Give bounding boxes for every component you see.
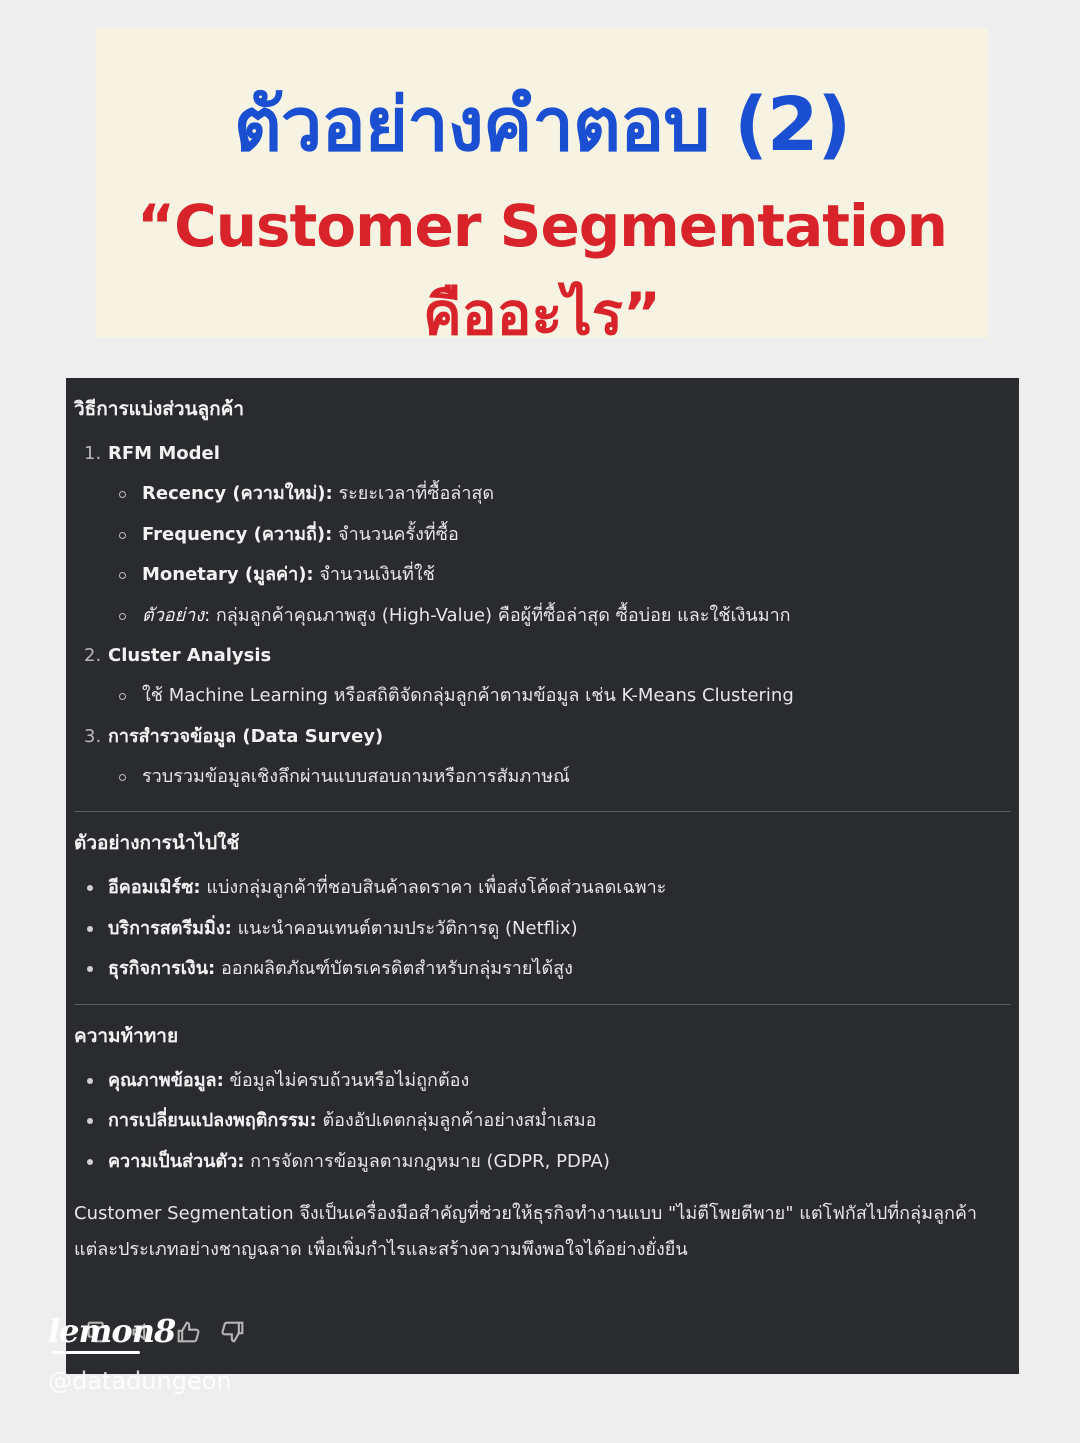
list-item-label: อีคอมเมิร์ซ: (108, 877, 201, 898)
circle-bullet-icon (119, 491, 126, 498)
sub-item-text: ระยะเวลาที่ซื้อล่าสุด (332, 483, 495, 504)
response-content (74, 390, 1011, 1268)
bullet-dot-icon (87, 926, 93, 932)
bullet-dot-icon (87, 1078, 93, 1084)
section-divider (74, 1004, 1011, 1005)
item-number: 3. (84, 725, 102, 747)
sub-item (74, 474, 1011, 515)
sub-item-text: รวบรวมข้อมูลเชิงลึกผ่านแบบสอบถามหรือการสัมภาษณ์ (142, 765, 570, 787)
title-subtitle-line2: คืออะไร” (422, 280, 662, 348)
section-heading-challenges: ความท้าทาย (74, 1024, 179, 1047)
item-title: Cluster Analysis (108, 645, 272, 666)
logo-underline (52, 1351, 140, 1354)
author-handle: @datadungeon (48, 1367, 232, 1395)
list-item-text: แบ่งกลุ่มลูกค้าที่ชอบสินค้าลดราคา เพื่อส่งโค้ดส่วนลดเฉพาะ (200, 877, 667, 898)
sub-item (74, 676, 1011, 717)
list-item-label: บริการสตรีมมิ่ง: (108, 917, 232, 939)
conclusion-paragraph: Customer Segmentation จึงเป็นเครื่องมือสำคัญที่ช่วยให้ธุรกิจทำงานแบบ "ไม่ตีโพยตีพาย" แต่โฟกัสไปที่กลุ่มลูกค้าแต่ละประเภทอย่างชาญฉลาด เพื่อเพิ่มกำไรและสร้างความพึงพอใจได้อย่างยั่งยืน (74, 1203, 978, 1260)
list-item (74, 909, 1011, 950)
circle-bullet-icon (119, 532, 126, 539)
item-number: 2. (84, 645, 102, 666)
circle-bullet-icon (119, 693, 126, 700)
sub-item-label: Frequency (ความถี่): (142, 523, 333, 545)
methods-list (74, 434, 1011, 797)
sub-item (74, 596, 1011, 637)
list-item-text: ออกผลิตภัณฑ์บัตรเครดิตสำหรับกลุ่มรายได้สูง (215, 958, 573, 979)
title-card (96, 28, 988, 348)
item-title: การสำรวจข้อมูล (Data Survey) (108, 725, 384, 747)
thumbs-up-icon[interactable] (174, 1318, 202, 1346)
list-item-text: แนะนำคอนเทนต์ตามประวัติการดู (Netflix) (231, 917, 578, 939)
usage-list (74, 868, 1011, 990)
chat-response-panel (66, 378, 1019, 1374)
bullet-dot-icon (87, 966, 93, 972)
list-item-label: ความเป็นส่วนตัว: (108, 1150, 245, 1172)
list-item-text: ข้อมูลไม่ครบถ้วนหรือไม่ถูกต้อง (223, 1069, 470, 1091)
list-item (74, 1142, 1011, 1183)
list-item (74, 949, 1011, 990)
sub-item (74, 555, 1011, 596)
section-heading-methods: วิธีการแบ่งส่วนลูกค้า (74, 398, 245, 420)
list-item (74, 1101, 1011, 1142)
sub-item-label: Monetary (มูลค่า): (142, 564, 314, 585)
list-item-label: คุณภาพข้อมูล: (108, 1069, 224, 1091)
list-item-label: ธุรกิจการเงิน: (108, 958, 216, 979)
bullet-dot-icon (87, 885, 93, 891)
sub-item (74, 515, 1011, 556)
bullet-dot-icon (87, 1159, 93, 1165)
section-divider (74, 811, 1011, 812)
sub-item-text: จำนวนครั้งที่ซื้อ (332, 523, 459, 545)
numbered-item (74, 636, 1011, 676)
sub-item-text: : กลุ่มลูกค้าคุณภาพสูง (High-Value) คือผู้ที่ซื้อล่าสุด ซื้อบ่อย และใช้เงินมาก (204, 604, 791, 626)
sub-item-label: Recency (ความใหม่): (142, 483, 333, 504)
sub-item-text: จำนวนเงินที่ใช้ (313, 564, 435, 585)
list-item (74, 868, 1011, 909)
sub-item-text: ใช้ Machine Learning หรือสถิติจัดกลุ่มลูกค้าตามข้อมูล เช่น K-Means Clustering (142, 685, 794, 706)
list-item-text: ต้องอัปเดตกลุ่มลูกค้าอย่างสม่ำเสมอ (316, 1110, 597, 1131)
challenges-list (74, 1061, 1011, 1183)
title-main: ตัวอย่างคำตอบ (2) (233, 82, 851, 168)
section-heading-usage: ตัวอย่างการนำไปใช้ (74, 832, 240, 854)
list-item (74, 1061, 1011, 1102)
title-subtitle-line1: “Customer Segmentation (137, 192, 947, 260)
numbered-item (74, 434, 1011, 474)
item-title: RFM Model (108, 443, 220, 464)
circle-bullet-icon (119, 774, 126, 781)
bullet-dot-icon (87, 1118, 93, 1124)
numbered-item (74, 717, 1011, 757)
list-item-text: การจัดการข้อมูลตามกฎหมาย (GDPR, PDPA) (244, 1150, 610, 1172)
item-number: 1. (84, 443, 102, 464)
circle-bullet-icon (119, 572, 126, 579)
sub-item (74, 757, 1011, 798)
lemon8-logo: lemon8 (48, 1312, 176, 1350)
thumbs-down-icon[interactable] (219, 1318, 247, 1346)
list-item-label: การเปลี่ยนแปลงพฤติกรรม: (108, 1110, 317, 1131)
sub-item-label: ตัวอย่าง (142, 604, 205, 626)
circle-bullet-icon (119, 613, 126, 620)
